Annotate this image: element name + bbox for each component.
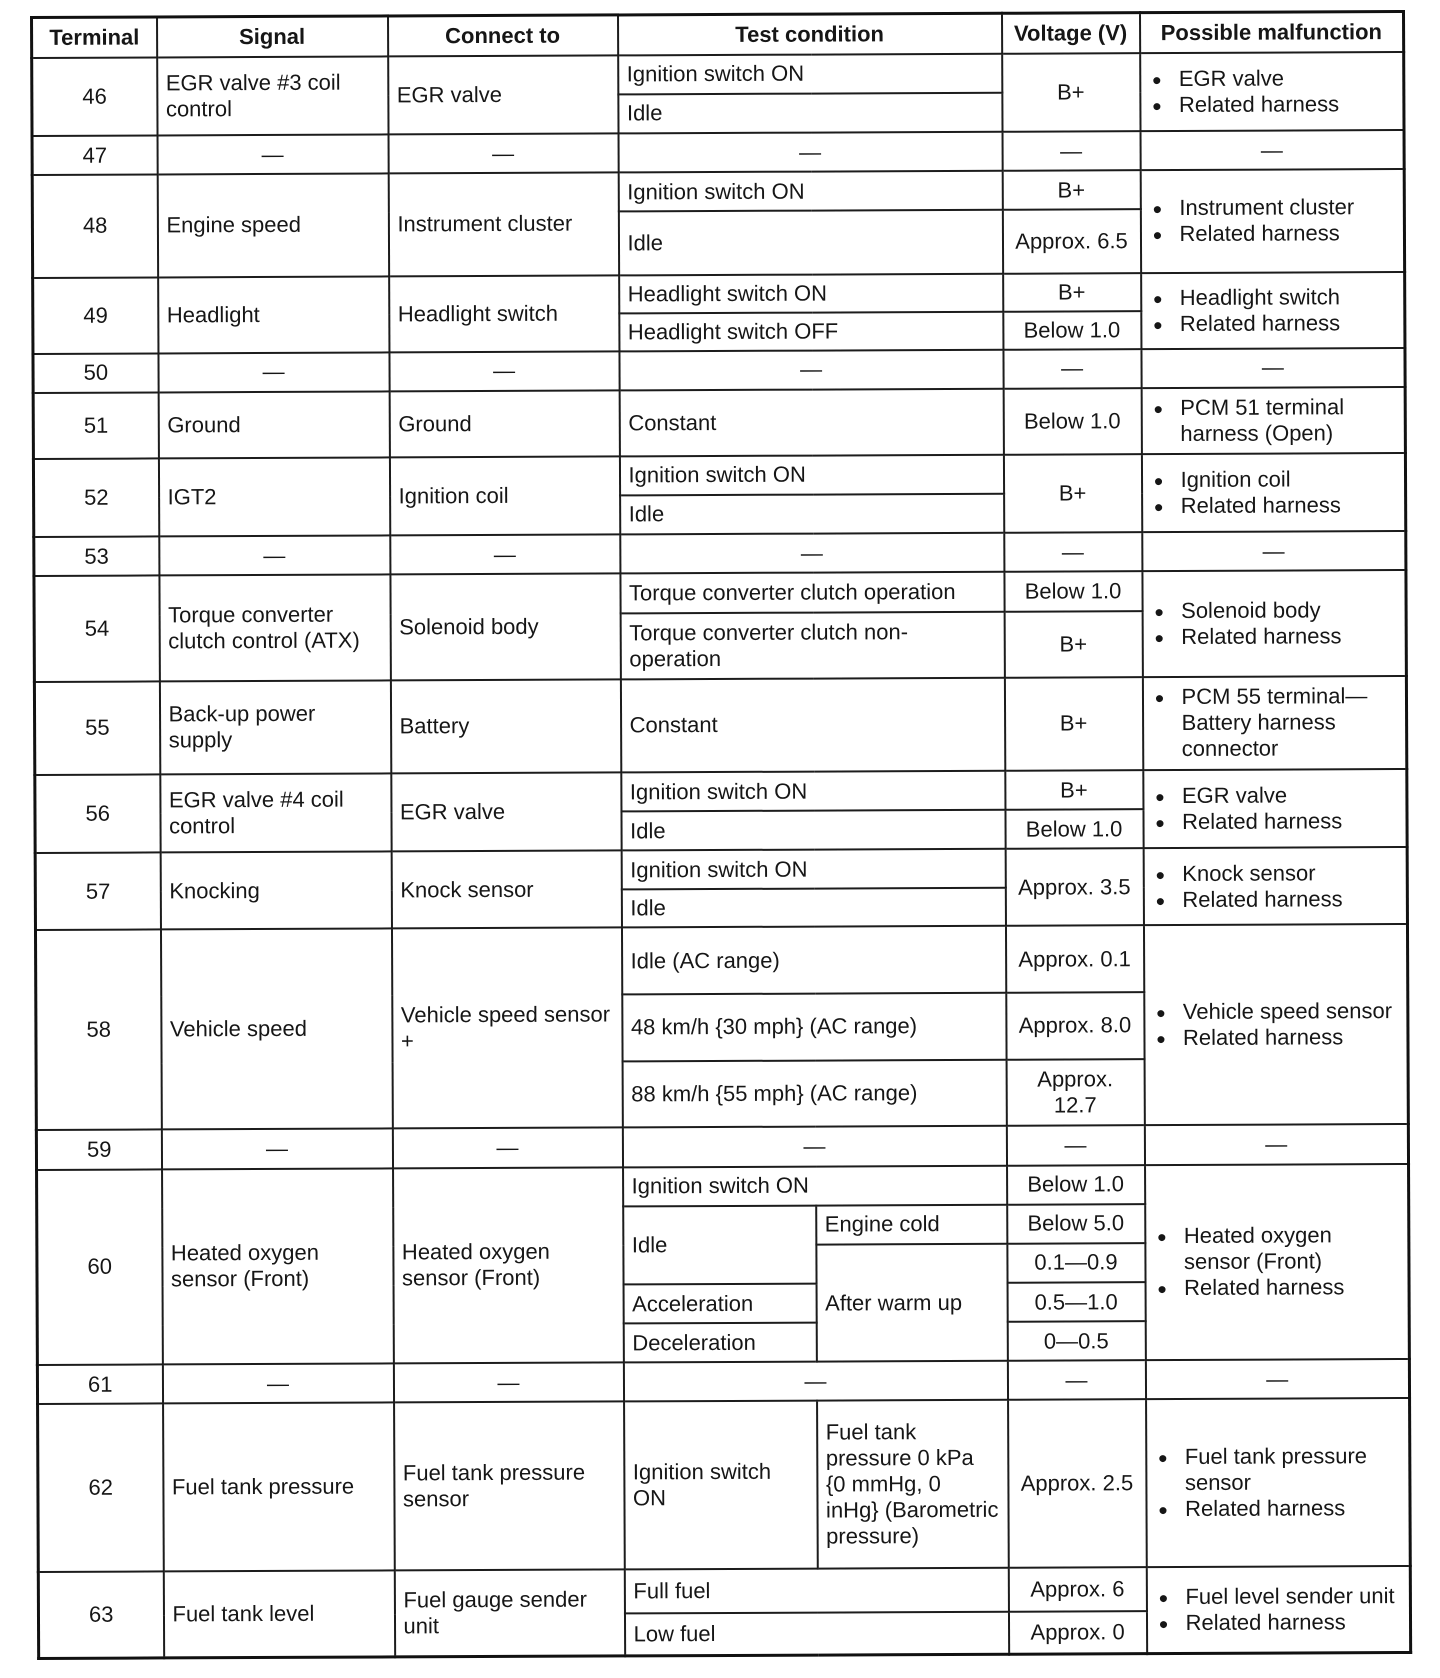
condition-cell: Idle — [620, 494, 1004, 535]
malfunction-item: PCM 55 terminal—Battery harness connector — [1181, 683, 1397, 762]
terminal-cell: 52 — [33, 458, 158, 537]
pcm-terminal-table-page — [30, 10, 1409, 1660]
signal-cell: Headlight — [158, 276, 389, 353]
voltage-cell: 0.5—1.0 — [1007, 1282, 1145, 1322]
voltage-cell: Below 1.0 — [1005, 809, 1143, 849]
voltage-cell: Approx. 2.5 — [1008, 1399, 1147, 1567]
malfunction-item: Related harness — [1180, 310, 1396, 337]
voltage-cell: Approx. 12.7 — [1006, 1059, 1144, 1126]
voltage-cell: B+ — [1002, 170, 1140, 210]
empty-dash: — — [388, 133, 618, 173]
connect-cell: Vehicle speed sensor + — [391, 928, 622, 1129]
malfunction-item: Solenoid body — [1181, 597, 1397, 624]
table-row — [34, 531, 1406, 576]
connect-cell: Instrument cluster — [388, 173, 618, 277]
empty-dash: — — [1140, 130, 1404, 170]
malfunction-item: Heated oxygen sensor (Front) — [1184, 1222, 1400, 1275]
table-row — [36, 1124, 1408, 1169]
empty-dash: — — [162, 1364, 393, 1404]
pcm-terminal-table — [30, 10, 1412, 1660]
empty-dash: — — [393, 1363, 623, 1403]
connect-cell: EGR valve — [391, 772, 621, 851]
condition-cell: Deceleration — [623, 1323, 816, 1363]
malfunction-item: EGR valve — [1179, 65, 1395, 92]
table-row — [32, 52, 1404, 97]
table-row — [35, 769, 1407, 814]
header-connect-to: Connect to — [388, 15, 618, 56]
empty-dash: — — [389, 351, 619, 391]
table-row — [34, 676, 1406, 775]
terminal-cell: 50 — [33, 353, 158, 393]
malfunction-item: EGR valve — [1182, 782, 1398, 809]
table-row — [32, 130, 1404, 175]
header-test-condition: Test condition — [618, 13, 1002, 55]
table-row — [33, 453, 1405, 498]
voltage-cell: Below 1.0 — [1003, 388, 1141, 454]
terminal-cell: 54 — [34, 575, 159, 681]
malfunction-item: Related harness — [1183, 1024, 1399, 1051]
table-row — [35, 924, 1407, 997]
voltage-cell: Below 1.0 — [1004, 571, 1142, 612]
signal-cell: Heated oxygen sensor (Front) — [162, 1168, 394, 1365]
voltage-cell: 0—0.5 — [1007, 1321, 1145, 1361]
empty-dash: — — [1141, 348, 1405, 388]
voltage-cell: Approx. 0.1 — [1005, 926, 1143, 993]
malfunction-item: Related harness — [1184, 1274, 1400, 1301]
connect-cell: Battery — [390, 679, 620, 773]
malfunction-cell — [1145, 1163, 1410, 1360]
connect-cell: EGR valve — [388, 55, 618, 134]
condition-cell: Idle — [621, 810, 1005, 851]
connect-cell: Fuel gauge sender unit — [394, 1569, 624, 1657]
connect-cell: Knock sensor — [391, 851, 621, 929]
malfunction-item: Ignition coil — [1180, 466, 1396, 493]
malfunction-item: PCM 51 terminal harness (Open) — [1180, 394, 1396, 447]
voltage-cell: B+ — [1005, 770, 1143, 810]
malfunction-cell — [1140, 169, 1404, 273]
condition-cell: Ignition switch ON — [618, 53, 1002, 94]
signal-cell: EGR valve #3 coil control — [157, 56, 388, 135]
signal-cell: Vehicle speed — [160, 929, 392, 1130]
terminal-cell: 57 — [35, 853, 160, 931]
empty-dash: — — [618, 132, 1002, 173]
voltage-cell: Approx. 0 — [1008, 1611, 1146, 1654]
malfunction-item: Instrument cluster — [1179, 195, 1395, 222]
voltage-cell: Below 1.0 — [1003, 311, 1141, 350]
terminal-cell: 47 — [32, 135, 157, 175]
condition-cell: 88 km/h {55 mph} (AC range) — [622, 1059, 1006, 1127]
malfunction-item: Related harness — [1179, 220, 1395, 247]
voltage-cell: Approx. 6.5 — [1002, 209, 1140, 273]
condition-cell: 48 km/h {30 mph} (AC range) — [622, 993, 1006, 1061]
malfunction-item: Related harness — [1181, 492, 1397, 519]
connect-cell: Ignition coil — [389, 456, 619, 535]
signal-cell: Torque converter clutch control (ATX) — [159, 574, 390, 681]
malfunction-item: Related harness — [1181, 623, 1397, 650]
terminal-cell: 61 — [37, 1365, 162, 1405]
condition-cell: Idle (AC range) — [621, 926, 1005, 994]
malfunction-cell — [1143, 847, 1407, 925]
condition-subcell: After warm up — [816, 1244, 1008, 1362]
signal-cell: EGR valve #4 coil control — [160, 773, 391, 852]
table-row — [33, 387, 1405, 459]
terminal-cell: 56 — [35, 774, 160, 853]
empty-dash: — — [1007, 1360, 1145, 1400]
terminal-cell: 46 — [32, 57, 157, 136]
malfunction-cell — [1141, 453, 1405, 532]
malfunction-item: Fuel tank pressure sensor — [1185, 1443, 1401, 1496]
malfunction-cell — [1142, 570, 1406, 677]
empty-dash: — — [1002, 131, 1140, 171]
malfunction-item: Related harness — [1182, 886, 1398, 913]
condition-cell: Ignition switch ON — [621, 771, 1005, 812]
empty-dash: — — [623, 1361, 1007, 1402]
header-row — [32, 12, 1404, 58]
terminal-cell: 53 — [34, 536, 159, 576]
malfunction-cell — [1141, 272, 1405, 349]
empty-dash: — — [161, 1129, 392, 1169]
condition-subcell: Fuel tank pressure 0 kPa {0 mmHg, 0 inHg} (Barometric pressure) — [817, 1400, 1009, 1568]
condition-subcell: Engine cold — [816, 1204, 1007, 1244]
table-row — [33, 348, 1405, 393]
table-row — [37, 1359, 1409, 1404]
terminal-cell: 48 — [32, 175, 157, 278]
condition-cell: Constant — [619, 389, 1003, 456]
signal-cell: IGT2 — [158, 457, 389, 536]
voltage-cell: Below 5.0 — [1007, 1204, 1145, 1244]
signal-cell: Knocking — [160, 852, 391, 930]
voltage-cell: Below 1.0 — [1007, 1165, 1145, 1205]
empty-dash: — — [619, 350, 1003, 391]
empty-dash: — — [158, 352, 389, 392]
malfunction-cell — [1143, 924, 1408, 1125]
voltage-cell: B+ — [1004, 611, 1142, 677]
empty-dash: — — [1145, 1359, 1409, 1399]
condition-cell: Full fuel — [624, 1567, 1008, 1613]
condition-cell: Ignition switch ON — [624, 1401, 818, 1569]
terminal-cell: 63 — [38, 1571, 163, 1659]
condition-cell: Torque converter clutch non-operation — [620, 612, 1004, 679]
malfunction-cell — [1140, 52, 1404, 131]
empty-dash: — — [1144, 1124, 1408, 1164]
voltage-cell: Approx. 8.0 — [1006, 992, 1144, 1059]
empty-dash: — — [390, 534, 620, 574]
signal-cell: Fuel tank pressure — [163, 1403, 395, 1571]
empty-dash: — — [1142, 531, 1406, 571]
connect-cell: Fuel tank pressure sensor — [394, 1402, 625, 1570]
malfunction-item: Headlight switch — [1180, 284, 1396, 311]
malfunction-item: Related harness — [1185, 1609, 1401, 1636]
empty-dash: — — [392, 1128, 622, 1168]
connect-cell: Headlight switch — [389, 275, 619, 352]
condition-cell: Ignition switch ON — [618, 171, 1002, 212]
table-row — [35, 847, 1407, 892]
condition-cell: Ignition switch ON — [621, 849, 1005, 890]
malfunction-item: Related harness — [1179, 91, 1395, 118]
voltage-cell: B+ — [1003, 454, 1141, 533]
malfunction-item: Related harness — [1182, 808, 1398, 835]
condition-cell: Torque converter clutch operation — [620, 572, 1004, 614]
condition-cell: Low fuel — [624, 1612, 1008, 1656]
signal-cell: Ground — [158, 391, 389, 458]
empty-dash: — — [622, 1126, 1006, 1167]
malfunction-cell — [1142, 676, 1406, 770]
signal-cell: Back-up power supply — [159, 680, 390, 774]
empty-dash: — — [157, 134, 388, 174]
voltage-cell: Approx. 3.5 — [1005, 848, 1143, 926]
condition-cell: Acceleration — [623, 1284, 816, 1324]
condition-cell: Headlight switch ON — [619, 273, 1003, 313]
terminal-cell: 51 — [33, 392, 158, 458]
header-signal: Signal — [157, 16, 388, 57]
malfunction-item: Fuel level sender unit — [1185, 1583, 1401, 1610]
terminal-cell: 59 — [36, 1130, 161, 1170]
table-row — [33, 272, 1405, 316]
terminal-cell: 60 — [37, 1169, 163, 1365]
voltage-cell: B+ — [1004, 677, 1142, 771]
table-row — [38, 1398, 1411, 1571]
connect-cell: Heated oxygen sensor (Front) — [393, 1167, 624, 1364]
malfunction-item: Vehicle speed sensor — [1183, 998, 1399, 1025]
condition-cell: Idle — [618, 93, 1002, 134]
voltage-cell: B+ — [1003, 273, 1141, 312]
terminal-cell: 62 — [38, 1404, 164, 1572]
voltage-cell: Approx. 6 — [1008, 1567, 1146, 1612]
terminal-cell: 58 — [35, 930, 161, 1130]
empty-dash: — — [1006, 1126, 1144, 1166]
terminal-cell: 49 — [33, 277, 158, 354]
voltage-cell: B+ — [1002, 53, 1140, 132]
header-terminal: Terminal — [32, 17, 157, 58]
connect-cell: Ground — [389, 390, 619, 457]
condition-cell: Constant — [620, 678, 1004, 773]
empty-dash: — — [1003, 349, 1141, 389]
condition-cell: Ignition switch ON — [619, 454, 1003, 495]
terminal-cell: 55 — [34, 681, 159, 775]
malfunction-cell — [1143, 769, 1407, 848]
table-row — [32, 169, 1404, 214]
table-row — [37, 1163, 1409, 1208]
table-row — [38, 1565, 1410, 1615]
voltage-cell: 0.1—0.9 — [1007, 1243, 1145, 1283]
connect-cell: Solenoid body — [390, 573, 620, 680]
empty-dash: — — [620, 533, 1004, 574]
malfunction-cell — [1141, 387, 1405, 454]
malfunction-cell — [1146, 1398, 1411, 1566]
condition-cell: Idle — [623, 1205, 816, 1284]
signal-cell: Fuel tank level — [163, 1570, 394, 1658]
condition-cell: Idle — [618, 210, 1002, 275]
signal-cell: Engine speed — [157, 174, 388, 278]
malfunction-item: Related harness — [1185, 1495, 1401, 1522]
condition-cell: Headlight switch OFF — [619, 312, 1003, 352]
empty-dash: — — [1004, 532, 1142, 572]
header-voltage: Voltage (V) — [1002, 13, 1140, 54]
header-possible-malfunction: Possible malfunction — [1140, 12, 1404, 53]
table-row — [34, 570, 1406, 616]
malfunction-item: Knock sensor — [1182, 860, 1398, 887]
empty-dash: — — [159, 535, 390, 575]
condition-cell: Ignition switch ON — [623, 1165, 1007, 1206]
condition-cell: Idle — [621, 888, 1005, 928]
malfunction-cell — [1146, 1565, 1410, 1653]
